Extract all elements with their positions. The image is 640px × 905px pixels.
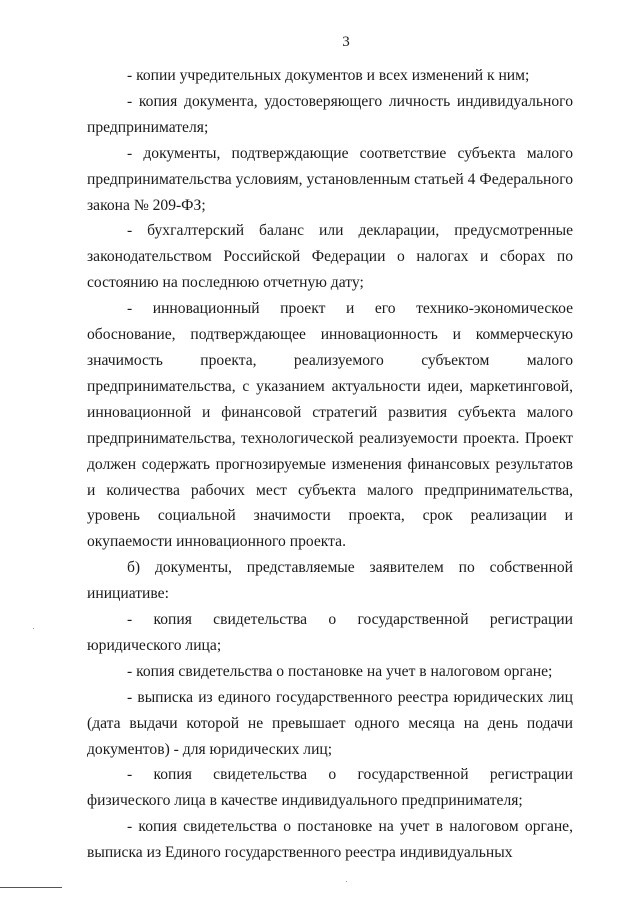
- scan-speck: [346, 881, 347, 882]
- page-number: 3: [342, 34, 350, 50]
- list-item: - копия свидетельства о постановке на учет в налоговом органе;: [127, 662, 553, 680]
- list-item: - выписка из единого государственного реестра юридических лиц (дата выдачи которой не превышает одного месяца на день подачи документов) - для юридических лиц;: [87, 688, 573, 758]
- list-item: - инновационный проект и его технико-экономическое обоснование, подтверждающее инновационность и коммерческую значимость проекта, реализуемого субъектом малого предпринимательства, с указанием актуальности идеи, маркетинговой, инновационной и финансовой стратегий развития субъекта малого предпринимательства, технологической реализуемости проекта. Проект должен содержать прогнозируемые изменения финансовых результатов и количества рабочих мест субъекта малого предпринимательства, уровень социальной значимости проекта, срок реализации и окупаемости инновационного проекта.: [87, 300, 573, 551]
- list-item: - документы, подтверждающие соответствие субъекта малого предпринимательства условиям, установленным статьей 4 Федерального закона № 209-ФЗ;: [87, 144, 573, 214]
- list-item: - копия свидетельства о государственной регистрации юридического лица;: [87, 611, 573, 654]
- document-body: [87, 63, 573, 866]
- scan-speck: [33, 628, 34, 629]
- list-item: - бухгалтерский баланс или декларации, предусмотренные законодательством Российской Федерации о налогах и сборах по состоянию на последнюю отчетную дату;: [87, 222, 573, 292]
- list-item: - копия свидетельства о постановке на учет в налоговом органе, выписка из Единого государственного реестра индивидуальных: [87, 818, 573, 862]
- section-item-b: б) документы, представляемые заявителем по собственной инициативе:: [87, 559, 573, 603]
- list-item: - копии учредительных документов и всех изменений к ним;: [127, 67, 530, 84]
- footer-rule: [0, 887, 62, 888]
- list-item: - копия свидетельства о государственной регистрации физического лица в качестве индивидуального предпринимателя;: [87, 766, 573, 810]
- list-item: - копия документа, удостоверяющего личность индивидуального предпринимателя;: [87, 92, 573, 136]
